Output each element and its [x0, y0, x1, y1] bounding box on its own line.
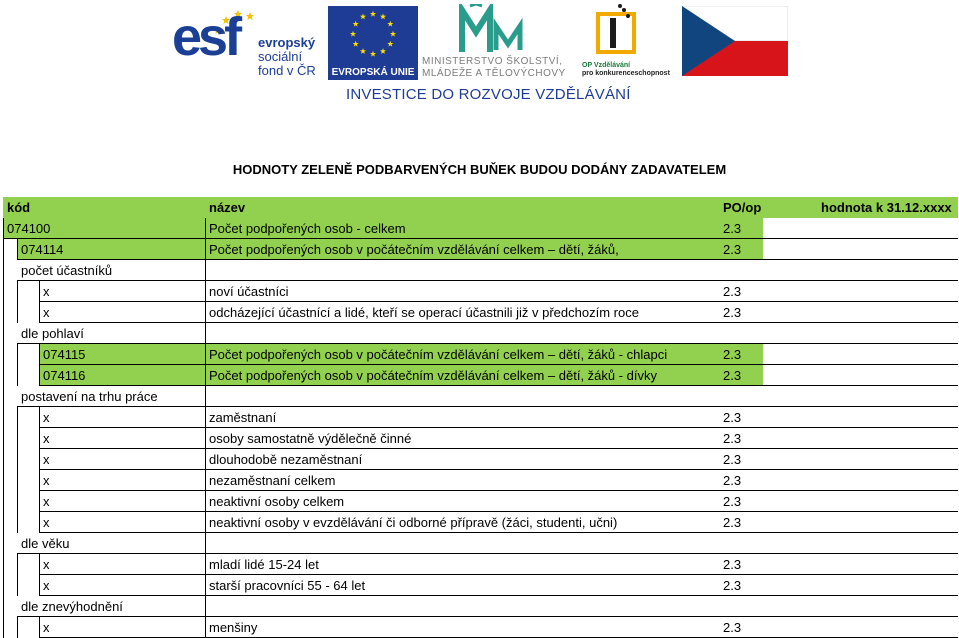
- msmt-line2: MLÁDEŽE A TĚLOVÝCHOVY: [422, 68, 566, 79]
- indent-line: [17, 302, 18, 323]
- eu-star-icon: [353, 41, 359, 47]
- logo-banner: [0, 0, 959, 110]
- col-divider: [205, 470, 206, 491]
- row-code: 074115: [43, 347, 86, 362]
- row-po: 2.3: [723, 221, 742, 236]
- indent-line: [17, 281, 18, 302]
- czech-flag: [682, 6, 788, 76]
- indent-line: [17, 428, 18, 449]
- header-code: kód: [7, 200, 31, 215]
- indent-line: [3, 365, 4, 386]
- row-po: 2.3: [723, 473, 742, 488]
- row-code: x: [43, 452, 50, 467]
- row-name: mladí lidé 15-24 let: [209, 557, 319, 572]
- eu-star-icon: [353, 21, 359, 27]
- indent-line: [3, 449, 4, 470]
- col-divider: [205, 260, 206, 281]
- indent-line: [39, 470, 40, 491]
- row-po: 2.3: [723, 431, 742, 446]
- table-row: [3, 428, 958, 449]
- indent-line: [39, 281, 40, 302]
- indent-line: [39, 407, 40, 428]
- indent-line: [3, 407, 4, 428]
- indent-line: [39, 554, 40, 575]
- table-row: [3, 449, 958, 470]
- indent-line: [17, 344, 18, 365]
- indent-line: [3, 344, 4, 365]
- table-row: [3, 470, 958, 491]
- table-row: [3, 344, 958, 365]
- header-name: název: [209, 200, 246, 215]
- header-value: hodnota k 31.12.xxxx: [821, 200, 952, 215]
- opvk-line1: OP Vzdělávání: [582, 62, 631, 69]
- indent-line: [3, 575, 4, 596]
- row-code: 074114: [21, 242, 64, 257]
- table-row: [3, 407, 958, 428]
- group-label: postavení na trhu práce: [21, 389, 158, 404]
- msmt-line1: MINISTERSTVO ŠKOLSTVÍ,: [422, 56, 563, 67]
- row-code: x: [43, 410, 50, 425]
- group-label: dle věku: [21, 536, 70, 551]
- indent-line: [17, 365, 18, 386]
- eu-star-icon: [370, 11, 376, 17]
- col-divider: [205, 302, 206, 323]
- indent-line: [39, 491, 40, 512]
- row-code: x: [43, 305, 50, 320]
- page-heading: HODNOTY ZELENĚ PODBARVENÝCH BUŇEK BUDOU DODÁNY ZADAVATELEM: [232, 162, 727, 177]
- opvk-mark-icon: [580, 4, 650, 60]
- row-code: x: [43, 557, 50, 572]
- indent-line: [3, 428, 4, 449]
- eu-star-icon: [387, 41, 393, 47]
- row-code: x: [43, 515, 50, 530]
- indent-line: [3, 302, 4, 323]
- row-name: noví účastníci: [209, 284, 289, 299]
- indent-line: [3, 491, 4, 512]
- indent-line: [3, 218, 4, 239]
- col-divider: [205, 407, 206, 428]
- table-row: [3, 365, 958, 386]
- eu-star-icon: [380, 48, 386, 54]
- indent-line: [39, 302, 40, 323]
- indent-line: [3, 470, 4, 491]
- header-po: PO/op: [723, 200, 762, 215]
- col-divider: [205, 386, 206, 407]
- indent-line: [17, 617, 18, 638]
- indent-line: [3, 323, 4, 344]
- col-divider: [205, 617, 206, 638]
- row-name: neaktivní osoby celkem: [209, 494, 345, 509]
- indent-line: [17, 512, 18, 533]
- col-divider: [205, 218, 206, 239]
- row-name: Počet podpořených osob v počátečním vzdělávání celkem – dětí, žáků,: [209, 242, 619, 257]
- col-divider: [205, 449, 206, 470]
- indent-line: [3, 386, 4, 407]
- esf-tagline: [258, 36, 316, 78]
- col-divider: [205, 323, 206, 344]
- row-po: 2.3: [723, 368, 742, 383]
- row-name: starší pracovníci 55 - 64 let: [209, 578, 366, 593]
- indent-line: [39, 449, 40, 470]
- table-header-row: [3, 197, 958, 218]
- eu-star-icon: [350, 31, 356, 37]
- table-row: [3, 260, 958, 281]
- row-po: 2.3: [723, 347, 742, 362]
- group-label: dle znevýhodnění: [21, 599, 123, 614]
- row-name: osoby samostatně výdělečně činné: [209, 431, 412, 446]
- row-code: x: [43, 578, 50, 593]
- row-name: neaktivní osoby v evzdělávání či odborné přípravě (žáci, studenti, učni): [209, 515, 618, 530]
- table-row: [3, 491, 958, 512]
- czech-flag-icon: [682, 6, 788, 76]
- col-divider: [205, 344, 206, 365]
- col-divider: [205, 239, 206, 260]
- row-code: 074100: [7, 221, 51, 236]
- indent-line: [17, 554, 18, 575]
- table-row: [3, 575, 958, 596]
- col-divider: [205, 596, 206, 617]
- indent-line: [3, 281, 4, 302]
- eu-star-icon: [360, 13, 366, 19]
- col-divider: [205, 575, 206, 596]
- table-row: [3, 512, 958, 533]
- indent-line: [3, 533, 4, 554]
- indent-line: [17, 575, 18, 596]
- indent-line: [3, 239, 4, 260]
- col-divider: [205, 281, 206, 302]
- eu-star-icon: [387, 21, 393, 27]
- indent-line: [3, 260, 4, 281]
- row-po: 2.3: [723, 620, 742, 635]
- indent-line: [3, 512, 4, 533]
- indent-line: [39, 575, 40, 596]
- indent-line: [17, 449, 18, 470]
- eu-star-icon: [360, 48, 366, 54]
- row-po: 2.3: [723, 242, 742, 257]
- indent-line: [3, 554, 4, 575]
- row-name: nezaměstnaní celkem: [209, 473, 336, 488]
- row-name: dlouhodobě nezaměstnaní: [209, 452, 363, 467]
- row-name: Počet podpořených osob v počátečním vzdělávání celkem – dětí, žáků - dívky: [209, 368, 658, 383]
- row-po: 2.3: [723, 578, 742, 593]
- row-po: 2.3: [723, 515, 742, 530]
- indent-line: [39, 617, 40, 638]
- row-po: 2.3: [723, 410, 742, 425]
- esf-line3: fond v ČR: [258, 63, 316, 78]
- row-po: 2.3: [723, 452, 742, 467]
- row-name: zaměstnaní: [209, 410, 277, 425]
- row-code: x: [43, 284, 50, 299]
- esf-mark: esf: [172, 7, 239, 67]
- esf-line1: evropský: [258, 35, 316, 50]
- group-label: počet účastníků: [21, 263, 113, 278]
- indent-line: [17, 491, 18, 512]
- table-row: [3, 596, 958, 617]
- msmt-caption: [422, 56, 566, 80]
- col-divider: [205, 512, 206, 533]
- eu-star-icon: [390, 31, 396, 37]
- table-row: [3, 386, 958, 407]
- row-code: x: [43, 494, 50, 509]
- table-row: [3, 323, 958, 344]
- opvk-logo: [580, 4, 680, 78]
- eu-stars-icon: [328, 6, 418, 64]
- indicator-table: [3, 197, 958, 638]
- col-divider: [205, 554, 206, 575]
- row-po: 2.3: [723, 284, 742, 299]
- tagline: INVESTICE DO ROZVOJE VZDĚLÁVÁNÍ: [346, 86, 631, 103]
- row-po: 2.3: [723, 557, 742, 572]
- esf-line2: sociální: [258, 49, 303, 64]
- row-po: 2.3: [723, 305, 742, 320]
- row-code: x: [43, 620, 50, 635]
- row-code: x: [43, 431, 50, 446]
- eu-star-icon: [370, 51, 376, 57]
- row-name: odcházející účastnící a lidé, kteří se operací účastnili již v předchozím roce: [209, 305, 639, 320]
- col-divider: [205, 365, 206, 386]
- indent-line: [39, 512, 40, 533]
- indent-line: [17, 407, 18, 428]
- indent-line: [39, 344, 40, 365]
- table-row: [3, 302, 958, 323]
- esf-logo: [172, 6, 322, 76]
- row-name: Počet podpořených osob v počátečním vzdělávání celkem – dětí, žáků - chlapci: [209, 347, 668, 362]
- eu-caption: EVROPSKÁ UNIE: [328, 67, 418, 80]
- row-code: x: [43, 473, 50, 488]
- indent-line: [3, 617, 4, 638]
- msmt-mark-icon: [420, 4, 530, 56]
- opvk-caption: [582, 62, 670, 78]
- row-po: 2.3: [723, 494, 742, 509]
- indent-line: [39, 428, 40, 449]
- indent-line: [39, 365, 40, 386]
- row-name: menšiny: [209, 620, 258, 635]
- eu-star-icon: [380, 13, 386, 19]
- indent-line: [17, 239, 18, 260]
- table-row: [3, 617, 958, 638]
- row-name: Počet podpořených osob - celkem: [209, 221, 406, 236]
- table-row: [3, 533, 958, 554]
- table-row: [3, 281, 958, 302]
- indent-line: [3, 596, 4, 617]
- msmt-logo: [420, 4, 580, 78]
- group-label: dle pohlaví: [21, 326, 84, 341]
- col-divider: [205, 533, 206, 554]
- col-divider: [205, 491, 206, 512]
- indent-line: [17, 470, 18, 491]
- row-code: 074116: [43, 368, 86, 383]
- col-divider: [205, 428, 206, 449]
- table-row: [3, 239, 958, 260]
- opvk-line2: pro konkurenceschopnost: [582, 70, 670, 77]
- table-row: [3, 554, 958, 575]
- table-row: [3, 218, 958, 239]
- eu-logo: [328, 6, 418, 78]
